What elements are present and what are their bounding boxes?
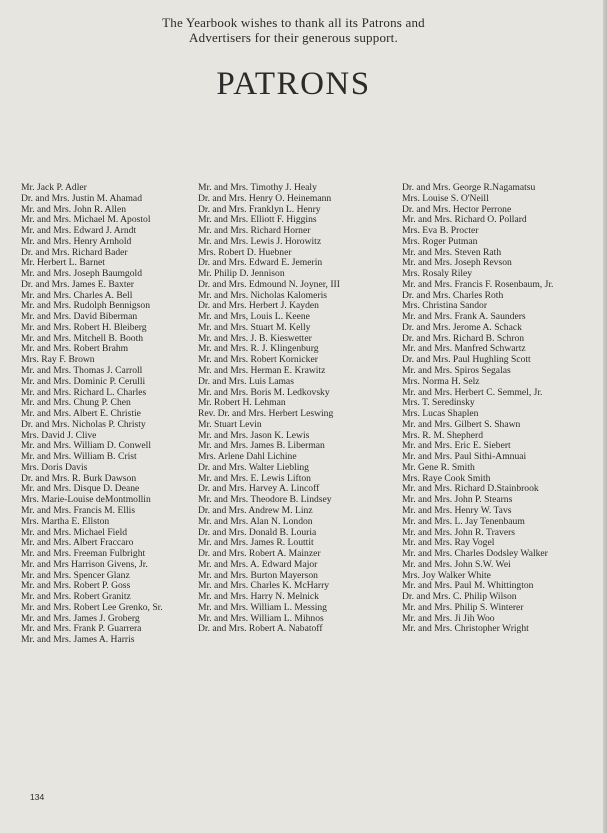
patron-name: Mr. and Mrs. Freeman Fulbright	[21, 548, 146, 560]
patron-name: Dr. and Mrs. Paul Hughling Scott	[402, 354, 531, 366]
patron-name: Mr. and Mrs. L. Jay Tenenbaum	[402, 515, 525, 527]
patron-name: Mr. and Mrs. Edward J. Arndt	[21, 225, 137, 237]
patron-name: Mr. and Mrs. A. Edward Major	[198, 558, 318, 570]
patron-name: Mr. and Mrs. James A. Harris	[21, 634, 135, 646]
intro-line-2: Advertisers for their generous support.	[189, 29, 398, 45]
patron-name: Mrs. Eva B. Procter	[402, 225, 479, 237]
patron-name: Mr. and Mrs. David Biberman	[21, 311, 138, 323]
patron-name: Dr. and Mrs. Richard B. Schron	[402, 332, 525, 344]
patron-name: Dr. and Mrs. Harvey A. Lincoff	[198, 483, 320, 495]
intro-line-1: The Yearbook wishes to thank all its Patrons and	[162, 15, 425, 30]
patron-name: Mr. and Mrs. Michael Field	[21, 526, 128, 538]
patron-name: Mrs. Louise S. O'Neill	[402, 192, 489, 204]
patron-name: Mr. and Mrs. Gilbert S. Shawn	[402, 418, 521, 430]
patron-column-1	[21, 183, 199, 646]
patron-name: Mr. and Mrs. Philip S. Winterer	[402, 601, 524, 613]
patron-name: Mr. and Mrs. Jason K. Lewis	[198, 429, 310, 441]
patron-name: Mr. and Mrs. Burton Mayerson	[198, 569, 318, 581]
patron-name: Mr. Gene R. Smith	[402, 461, 475, 473]
patron-name: Mr. and Mrs. John S.W. Wei	[402, 558, 511, 570]
patron-name: Mr. and Mrs. Robert Kornicker	[198, 354, 318, 366]
patron-name: Mr. and Mrs. Christopher Wright	[402, 623, 529, 635]
patron-name: Mr. and Mrs. Stuart M. Kelly	[198, 321, 311, 333]
patron-name: Dr. and Mrs. Justin M. Ahamad	[21, 192, 142, 204]
patron-name: Mr. and Mrs. Robert P. Goss	[21, 580, 131, 592]
patron-name: Mr. Stuart Levin	[198, 418, 262, 430]
patron-name: Dr. and Mrs. Hector Perrone	[402, 203, 512, 215]
patron-name: Mrs. Rosaly Riley	[402, 268, 473, 280]
patron-name: Mr. Philip D. Jennison	[198, 268, 285, 280]
patron-name: Mrs. Christina Sandor	[402, 300, 488, 312]
patron-name: Mrs. David J. Clive	[21, 429, 97, 441]
patron-name: Mr. and Mrs. Albert E. Christie	[21, 408, 141, 420]
patron-name: Mr. and Mrs. Spiros Segalas	[402, 365, 511, 377]
patron-name: Mrs. R. M. Shepherd	[402, 429, 484, 441]
patron-name: Mr. and Mrs. James B. Liberman	[198, 440, 325, 452]
patron-name: Mr. and Mrs. John R. Allen	[21, 203, 127, 215]
patron-name: Mr. and Mrs. Thomas J. Carroll	[21, 365, 143, 377]
patron-name: Dr. and Mrs. R. Burk Dawson	[21, 472, 137, 484]
patron-name: Mrs. Arlene Dahl Lichine	[198, 451, 297, 463]
patron-name: Mr. and Mrs. Mitchell B. Booth	[21, 332, 144, 344]
patron-name: Mr. and Mrs. Robert Granitz	[21, 591, 131, 603]
patron-name: Mr. and Mrs. Robert Brahm	[21, 343, 129, 355]
patron-name: Mr. and Mrs. Frank A. Saunders	[402, 311, 526, 323]
patron-name: Mr. and Mrs. Robert Lee Grenko, Sr.	[21, 601, 163, 613]
patron-name: Mr. and Mrs. Elliott F. Higgins	[198, 214, 317, 226]
patron-name: Mr. and Mrs. Richard L. Charles	[21, 386, 147, 398]
page-title: PATRONS	[216, 66, 371, 102]
patron-name: Mr. and Mrs. Timothy J. Healy	[198, 182, 317, 193]
patron-name: Mr. and Mrs. E. Lewis Lifton	[198, 472, 311, 484]
patron-name: Dr. and Mrs. C. Philip Wilson	[402, 591, 517, 603]
patron-name: Mr. and Mrs. Harry N. Melnick	[198, 591, 319, 603]
patron-name: Mr. and Mrs. Richard Horner	[198, 225, 311, 237]
patron-name: Dr. and Mrs. Herbert J. Kayden	[198, 300, 319, 312]
patron-name: Dr. and Mrs. Jerome A. Schack	[402, 321, 522, 333]
patron-name: Mr. and Mrs. Rudolph Bennigson	[21, 300, 150, 312]
patron-name: Mr. and Mrs. William L. Mihnos	[198, 612, 324, 624]
patron-name: Mr. Jack P. Adler	[21, 182, 87, 193]
patron-name: Mr. Robert H. Lehman	[198, 397, 286, 409]
patron-name: Mr. and Mrs. Paul M. Whittington	[402, 580, 534, 592]
patron-name: Mrs. Doris Davis	[21, 461, 88, 473]
patron-name: Mrs. Roger Putman	[402, 235, 478, 247]
patron-name: Mr. and Mrs. Nicholas Kalomeris	[198, 289, 327, 301]
patron-name: Mr. and Mrs. Lewis J. Horowitz	[198, 235, 322, 247]
patron-name: Mr. and Mrs. Alan N. London	[198, 515, 313, 527]
patron-name: Dr. and Mrs. Donald B. Louria	[198, 526, 317, 538]
patron-name: Mr. and Mrs. Spencer Glanz	[21, 569, 130, 581]
patron-name: Dr. and Mrs. Edward E. Jemerin	[198, 257, 323, 269]
patron-name: Mr. and Mrs. Ray Vogel	[402, 537, 495, 549]
patron-name: Mr. and Mrs. Richard O. Pollard	[402, 214, 527, 226]
patron-name: Mr. and Mrs. Steven Rath	[402, 246, 502, 258]
patron-name: Mr. and Mrs. James R. Louttit	[198, 537, 314, 549]
patron-name: Dr. and Mrs. Walter Liebling	[198, 461, 309, 473]
patron-name: Mrs. Ray F. Brown	[21, 354, 95, 366]
patron-name: Mr. and Mrs. William L. Messing	[198, 601, 327, 613]
patron-name: Mr. Herbert L. Barnet	[21, 257, 105, 269]
patron-name: Mr. and Mrs. Dominic P. Cerulli	[21, 375, 146, 387]
patron-name: Mr. and Mrs, Louis L. Keene	[198, 311, 310, 323]
patron-name: Mr. and Mrs. Charles A. Bell	[21, 289, 133, 301]
patron-name: Mr. and Mrs. James J. Groberg	[21, 612, 140, 624]
patron-name: Mrs. Lucas Shaplen	[402, 408, 479, 420]
patron-name: Mr. and Mrs. John P. Stearns	[402, 494, 513, 506]
patron-name: Mr. and Mrs. Manfred Schwartz	[402, 343, 526, 355]
patron-name: Dr. and Mrs. Charles Roth	[402, 289, 504, 301]
patron-name: Mr. and Mrs. Richard D.Stainbrook	[402, 483, 539, 495]
page-number: 134	[30, 792, 45, 802]
patron-name: Mrs. T. Seredinsky	[402, 397, 475, 409]
patron-name: Dr. and Mrs. Robert A. Mainzer	[198, 548, 321, 560]
patron-name: Mr. and Mrs. Disque D. Deane	[21, 483, 140, 495]
patron-name: Mr. and Mrs. R. J. Klingenburg	[198, 343, 319, 355]
patron-name: Mr. and Mrs. William B. Crist	[21, 451, 137, 463]
patron-name: Mrs. Robert D. Huebner	[198, 246, 292, 258]
patron-name: Mrs. Joy Walker White	[402, 569, 491, 581]
patron-name: Mrs. Marie-Louise deMontmollin	[21, 494, 151, 506]
intro-text	[0, 16, 587, 45]
patron-name: Dr. and Mrs. Andrew M. Linz	[198, 504, 313, 516]
patron-name: Mrs. Raye Cook Smith	[402, 472, 491, 484]
patron-name: Mrs. Martha E. Ellston	[21, 515, 110, 527]
patron-name: Mr. and Mrs. Henry Arnhold	[21, 235, 132, 247]
patron-name: Dr. and Mrs. George R.Nagamatsu	[402, 182, 536, 193]
patron-name: Dr. and Mrs. Luis Lamas	[198, 375, 294, 387]
patron-name: Mr. and Mrs. Henry W. Tavs	[402, 504, 512, 516]
patron-name: Mr. and Mrs. Theodore B. Lindsey	[198, 494, 332, 506]
patron-name: Rev. Dr. and Mrs. Herbert Leswing	[198, 408, 334, 420]
patron-name: Mr. and Mrs. Herbert C. Semmel, Jr.	[402, 386, 543, 398]
patron-name: Mr. and Mrs. Boris M. Ledkovsky	[198, 386, 330, 398]
patron-name: Mr. and Mrs. Michael M. Apostol	[21, 214, 151, 226]
patron-name: Mr. and Mrs. Chung P. Chen	[21, 397, 131, 409]
patron-name: Mr. and Mrs. Charles K. McHarry	[198, 580, 330, 592]
patron-name: Mr. and Mrs. J. B. Kieswetter	[198, 332, 312, 344]
patron-name: Mr. and Mrs. Charles Dodsley Walker	[402, 548, 548, 560]
page-edge	[603, 0, 607, 833]
patron-name: Dr. and Mrs. Robert A. Nabatoff	[198, 623, 323, 635]
patron-name: Dr. and Mrs. Franklyn L. Henry	[198, 203, 321, 215]
patron-name: Dr. and Mrs. Edmound N. Joyner, III	[198, 278, 340, 290]
patron-name: Mr. and Mrs Harrison Givens, Jr.	[21, 558, 148, 570]
patron-name: Dr. and Mrs. Nicholas P. Christy	[21, 418, 146, 430]
patron-name: Mr. and Mrs. Ji Jih Woo	[402, 612, 495, 624]
patron-column-3	[402, 183, 602, 635]
patron-name: Mr. and Mrs. Paul Sithi-Amnuai	[402, 451, 527, 463]
patron-name: Dr. and Mrs. Henry O. Heinemann	[198, 192, 332, 204]
patron-name: Mr. and Mrs. Robert H. Bleiberg	[21, 321, 147, 333]
patron-name: Dr. and Mrs. James E. Baxter	[21, 278, 134, 290]
patron-name: Mrs. Norma H. Selz	[402, 375, 480, 387]
patron-name: Dr. and Mrs. Richard Bader	[21, 246, 128, 258]
patron-column-2	[198, 183, 401, 635]
patron-name: Mr. and Mrs. John R. Travers	[402, 526, 516, 538]
patron-name: Mr. and Mrs. Frank P. Guarrera	[21, 623, 142, 635]
patron-name: Mr. and Mrs. Eric E. Siebert	[402, 440, 511, 452]
patron-name: Mr. and Mrs. William D. Conwell	[21, 440, 152, 452]
patron-name: Mr. and Mrs. Herman E. Krawitz	[198, 365, 326, 377]
patron-name: Mr. and Mrs. Joseph Revson	[402, 257, 512, 269]
patron-name: Mr. and Mrs. Francis F. Rosenbaum, Jr.	[402, 278, 554, 290]
patron-name: Mr. and Mrs. Joseph Baumgold	[21, 268, 142, 280]
patron-name: Mr. and Mrs. Francis M. Ellis	[21, 504, 136, 516]
patron-name: Mr. and Mrs. Albert Fraccaro	[21, 537, 134, 549]
